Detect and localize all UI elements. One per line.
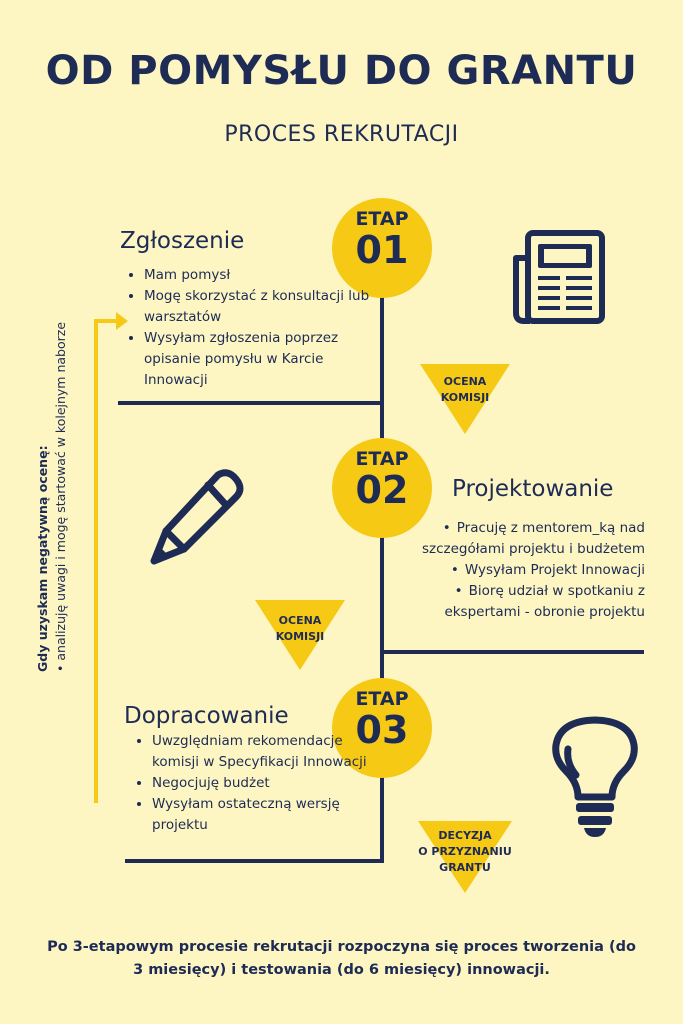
stage1-etap-label: ETAP [355, 208, 409, 230]
side-note-item-text: analizuję uwagi i mogę startować w kolejnym naborze [53, 321, 68, 661]
list-item [398, 518, 645, 560]
triangle2-line1: OCENA [278, 614, 322, 627]
footer-text: Po 3-etapowym procesie rekrutacji rozpoczyna się proces tworzenia (do 3 miesięcy) i testowania (do 6 miesięcy) innowacji. [47, 939, 636, 978]
stage2-underline [382, 650, 644, 654]
triangle3-line1: DECYZJA [438, 829, 492, 842]
list-item: • Wysyłam ostateczną wersję projektu [152, 794, 392, 836]
feedback-arrow [78, 308, 128, 808]
triangle1-line2: KOMISJI [440, 391, 490, 404]
lightbulb-icon [548, 715, 642, 839]
list-item-text: Wysyłam Projekt Innowacji [464, 562, 645, 578]
stage2-list [398, 518, 645, 623]
list-item: • Mam pomysł [144, 265, 384, 286]
list-item [398, 581, 645, 623]
list-item: • Uwzględniam rekomendacje komisji w Specyfikacji Innowacji [152, 731, 392, 773]
list-item-text: Biorę udział w spotkaniu z ekspertami - obronie projektu [444, 583, 645, 620]
stage2-heading: Projektowanie [452, 476, 614, 502]
page-subtitle: PROCES REKRUTACJI [224, 122, 459, 147]
stage1-underline [118, 401, 382, 405]
list-item: • Mogę skorzystać z konsultacji lub warsztatów [144, 286, 384, 328]
stage1-number: 01 [355, 228, 409, 272]
stage3-underline [125, 859, 384, 863]
stage3-etap-label: ETAP [355, 688, 409, 710]
triangle3-line3: GRANTU [439, 861, 491, 874]
side-note [34, 322, 70, 672]
side-note-item: • analizuję uwagi i mogę startować w kolejnym naborze [53, 321, 68, 672]
triangle3-line2: O PRZYZNANIU [418, 845, 512, 858]
decision-label [408, 828, 522, 876]
stage3-list [130, 731, 392, 836]
stage3-number: 03 [355, 708, 409, 752]
stage2-number: 02 [355, 468, 409, 512]
evaluation-label-2 [255, 613, 345, 645]
stage1-list [122, 265, 384, 391]
stage2-etap-label: ETAP [355, 448, 409, 470]
page-title: OD POMYSŁU DO GRANTU [45, 48, 638, 94]
triangle1-line1: OCENA [443, 375, 487, 388]
evaluation-label-1 [420, 374, 510, 406]
side-note-title: Gdy uzyskam negatywną ocenę: [35, 445, 50, 672]
stage3-heading: Dopracowanie [124, 703, 289, 729]
stage1-heading: Zgłoszenie [120, 228, 245, 254]
newspaper-icon [510, 228, 608, 326]
triangle2-line2: KOMISJI [275, 630, 325, 643]
list-item-text: Pracuję z mentorem_ką nad szczegółami projektu i budżetem [421, 520, 645, 557]
list-item: • Negocjuję budżet [152, 773, 392, 794]
list-item: • Wysyłam zgłoszenia poprzez opisanie pomysłu w Karcie Innowacji [144, 328, 384, 391]
list-item [398, 560, 645, 581]
pencil-icon [140, 465, 250, 575]
